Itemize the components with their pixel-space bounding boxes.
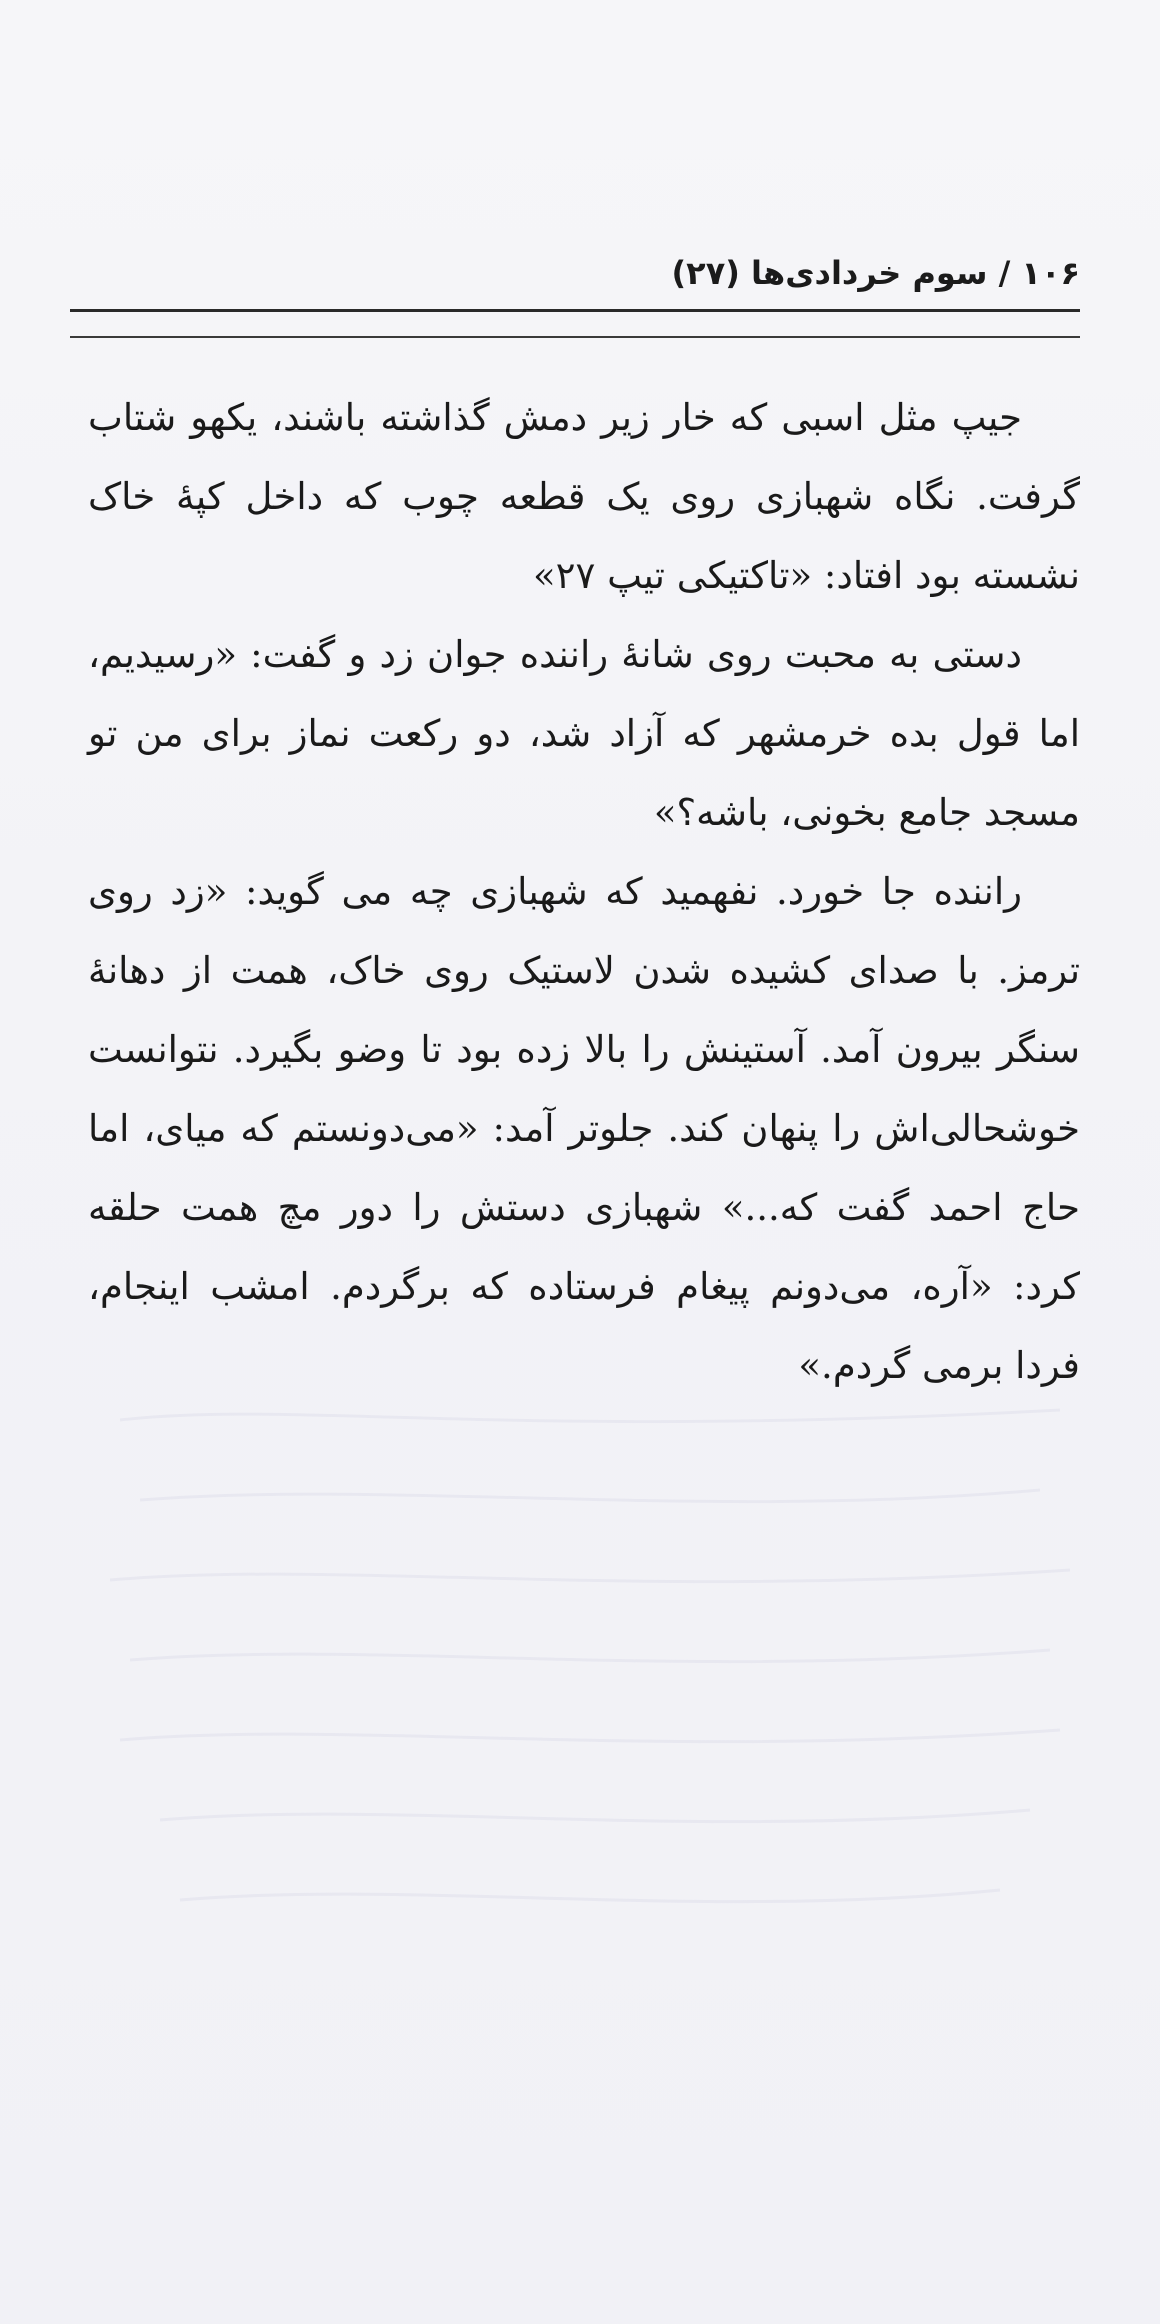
header-rule-thick: [70, 309, 1080, 312]
paragraph-2: دستی به محبت روی شانهٔ راننده جوان زد و گفت: «رسیدیم، اما قول بده خرمشهر که آزاد شد، دو رکعت نماز برای من تو مسجد جامع بخونی، باشه؟»: [88, 633, 1080, 834]
header-separator: /: [998, 254, 1011, 292]
header-rule-thin: [70, 336, 1080, 338]
paragraph-3: راننده جا خورد. نفهمید که شهبازی چه می گوید: «زد روی ترمز. با صدای کشیده شدن لاستیک روی خاک، همت از دهانهٔ سنگر بیرون آمد. آستینش را بالا زده بود تا وضو بگیرد. نتوانست خوشحالی‌اش را پنهان کند. جلوتر آمد: «می‌دونستم که میای، اما حاج احمد گفت که...» شهبازی دستش را دور مچ همت حلقه کرد: «آره، می‌دونم پیغام فرستاده که برگردم. امشب اینجام، فردا برمی گردم.»: [88, 870, 1080, 1387]
running-header: [70, 248, 1080, 298]
body-text: [88, 378, 1080, 1405]
book-title: سوم خردادی‌ها (۲۷): [671, 254, 988, 292]
reverse-side-show-through: [100, 1380, 1080, 1980]
page-number: ۱۰۶: [1021, 254, 1080, 292]
paragraph-1: جیپ مثل اسبی که خار زیر دمش گذاشته باشند، یکهو شتاب گرفت. نگاه شهبازی روی یک قطعه چوب که داخل کپهٔ خاک نشسته بود افتاد: «تاکتیکی تیپ ۲۷»: [88, 396, 1080, 597]
